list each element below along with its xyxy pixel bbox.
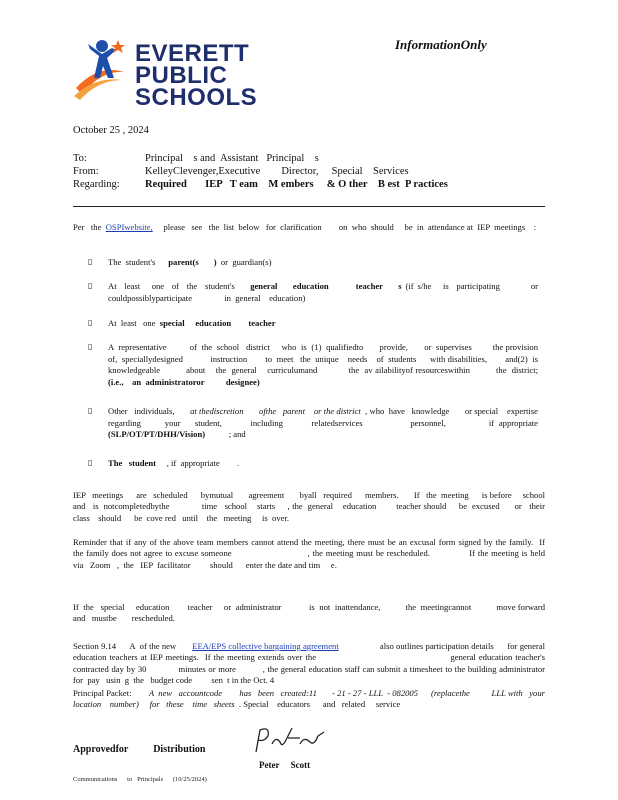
footer-left: Communications bbox=[73, 776, 118, 783]
packet-post: . Special educators and related service bbox=[234, 699, 401, 710]
footer bbox=[73, 776, 207, 783]
contract-post: also outlines participation details for general education teachers at IEP meetings. If the meeting extends over the general education teacher's contracted day by 30 minutes or more , the general education staff can submit a timesheet to the building administrator for pay usin g the budget code sen t in the Oct. 4 bbox=[73, 641, 604, 685]
to-label: To: bbox=[73, 153, 87, 164]
district-logo-icon bbox=[72, 36, 132, 108]
bullet-marker-icon: ▯ bbox=[88, 318, 93, 327]
bullet-post: , if appropriate . bbox=[156, 458, 240, 468]
memo-date: October 25 , 2024 bbox=[73, 125, 149, 136]
bullet-bold: parent(s ) bbox=[168, 257, 217, 267]
bullet-pre: Other individuals, bbox=[108, 406, 191, 416]
bullet-text bbox=[108, 406, 560, 441]
bullet-text bbox=[108, 458, 538, 470]
contract-pre: Section 9.14 A of the new bbox=[73, 641, 193, 651]
bullet-marker-icon: ▯ bbox=[88, 406, 93, 415]
bullet-bold: The student bbox=[108, 458, 156, 468]
from-value: KelleyClevenger,Executive Director, Special Services bbox=[145, 166, 409, 177]
logo-line: SCHOOLS bbox=[135, 84, 258, 111]
bullet-text bbox=[108, 257, 538, 269]
memo-regarding-row bbox=[73, 179, 448, 191]
bullet-bold: special education teacher bbox=[159, 318, 276, 328]
bullet-marker-icon: ▯ bbox=[88, 458, 93, 467]
bullet-text bbox=[108, 318, 538, 330]
bullet-bold: (SLP/OT/PT/DHH/Vision) bbox=[108, 429, 206, 439]
signer-name: Peter Scott bbox=[259, 760, 311, 770]
memo-to-row bbox=[73, 153, 319, 165]
packet-pre: Principal Packet: bbox=[73, 688, 149, 698]
bullet-post: (if s/he is participating or couldpossiblyparticipate in general education) bbox=[108, 281, 541, 303]
footer-mid: to Principals bbox=[127, 776, 164, 783]
bullet-text bbox=[108, 342, 551, 388]
bullet-pre: At least one of the student's bbox=[108, 281, 251, 291]
bullet-marker-icon: ▯ bbox=[88, 281, 93, 290]
regarding-value: Required IEP T eam M embers & O ther B est P ractices bbox=[145, 179, 448, 190]
bullet-pre: A representative of the school district who is (1) qualifiedto provide, or supervises the provision of, speciallydesigned instruction to meet the unique needs of students with disabilities, and(2) is knowledgeable about the general curriculumand the av ailabilityof resourceswithin the district; bbox=[108, 342, 551, 375]
from-label: From: bbox=[73, 166, 99, 177]
intro-post: please see the list below for clarification on who should be in attendance at IEP meetings : bbox=[152, 222, 537, 232]
header-divider bbox=[73, 206, 545, 207]
approved-for-distribution: Approvedfor Distribution bbox=[73, 744, 206, 755]
bullet-post: ; and bbox=[205, 429, 246, 439]
intro-paragraph bbox=[73, 222, 545, 233]
bullet-marker-icon: ▯ bbox=[88, 342, 93, 351]
to-value: Principal s and Assistant Principal s bbox=[145, 153, 319, 164]
paragraph-contract bbox=[73, 641, 604, 686]
bullet-pre: The student's bbox=[108, 257, 169, 267]
bullet-text bbox=[108, 281, 541, 304]
bullet-bold: (i.e., an administratoror designee) bbox=[108, 376, 260, 387]
signature-image bbox=[252, 724, 328, 758]
regarding-label: Regarding: bbox=[73, 179, 120, 190]
bargaining-agreement-link[interactable]: EEA/EPS collective bargaining agreement bbox=[192, 641, 339, 651]
bullet-italic: at thediscretion ofthe parent or the district bbox=[190, 406, 361, 416]
logo-line: PUBLIC bbox=[135, 62, 228, 89]
bullet-mid: , who have knowledge or special expertise regarding your student, including relatedservices personnel, if appropriate bbox=[108, 406, 560, 428]
packet-italic: A new accountcode has been created:11 - 21 - 27 - LLL - 082005 (replacethe LLL with your location number) for these time sheets bbox=[73, 688, 554, 710]
ospi-website-link[interactable]: OSPIwebsite, bbox=[105, 222, 153, 232]
intro-pre: Per the bbox=[73, 222, 106, 232]
memo-from-row bbox=[73, 166, 409, 178]
bullet-pre: At least one bbox=[108, 318, 160, 328]
footer-date: (10/25/2024) bbox=[172, 776, 207, 783]
bullet-post: or guardian(s) bbox=[216, 257, 272, 267]
paragraph-principal-packet bbox=[73, 688, 554, 711]
logo-line: EVERETT bbox=[135, 40, 250, 67]
bullet-bold: general education teacher s bbox=[250, 281, 402, 291]
logo-wordmark bbox=[135, 40, 258, 111]
bullet-marker-icon: ▯ bbox=[88, 257, 93, 266]
paragraph-attendance: If the special education teacher or administrator is not inattendance, the meetingcannot move forward and mustbe rescheduled. bbox=[73, 602, 561, 624]
information-only-badge: InformationOnly bbox=[395, 37, 487, 52]
paragraph-excusal: Reminder that if any of the above team members cannot attend the meeting, there must be an excusal form signed by the family. If the family does not agree to excuse someone , the meeting must be rescheduled. If the meeting is held via Zoom , the IEP facilitator should enter the date and tim e. bbox=[73, 537, 604, 570]
paragraph-scheduling: IEP meetings are scheduled bymutual agreement byall required members. If the meeting is before school and is notcompletedbythe time school starts , the general education teacher should be excused or their class should be cove red until the meeting is over. bbox=[73, 490, 556, 523]
